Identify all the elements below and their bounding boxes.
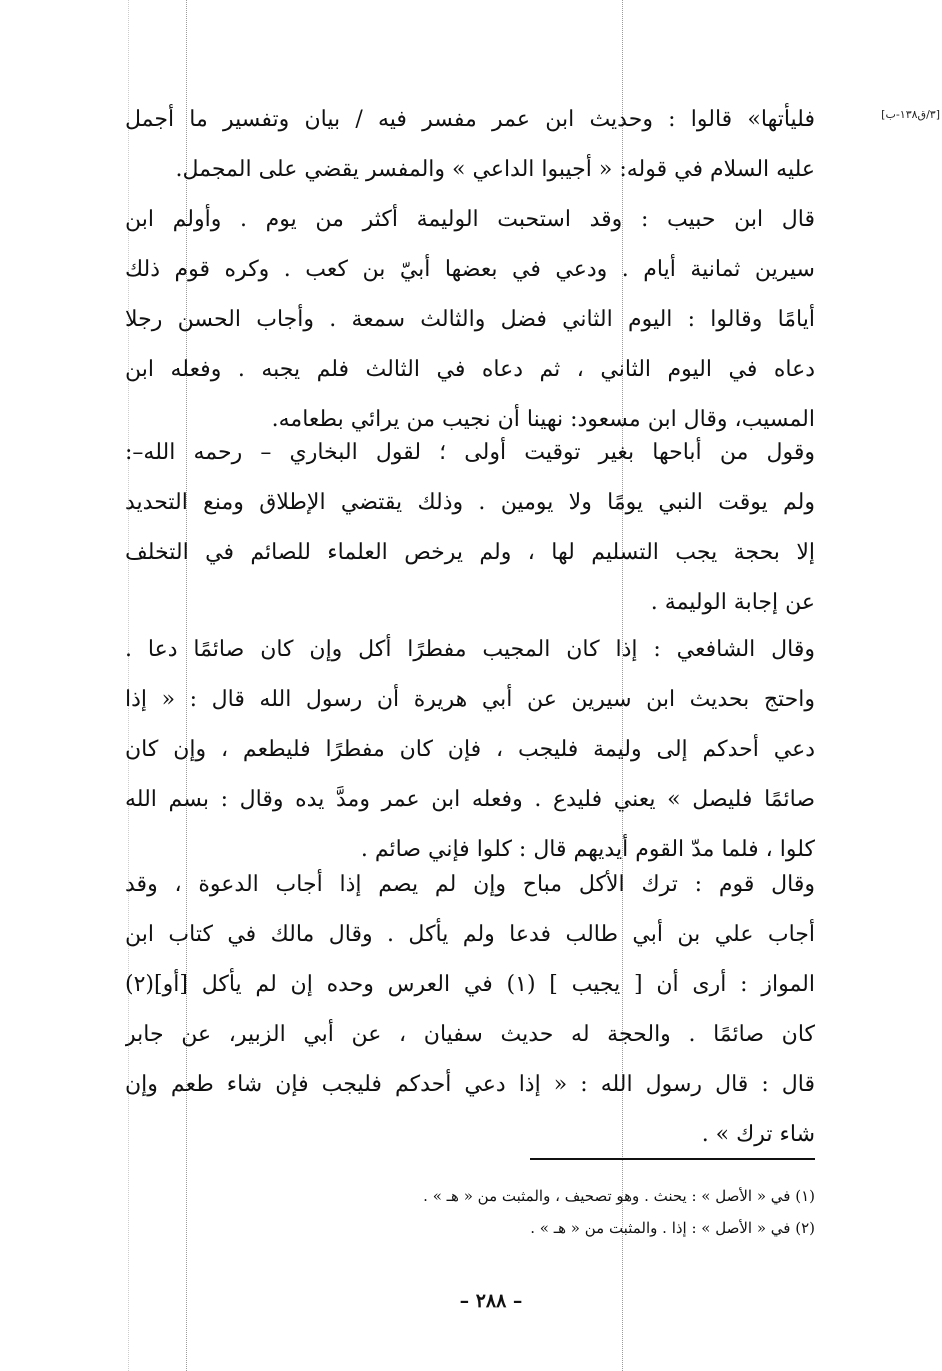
text-line: فليأتها» قالوا : وحديث ابن عمر مفسر فيه / بيان وتفسير ما أجمل (125, 107, 815, 132)
text-line: أيامًا وقالوا : اليوم الثاني فضل والثالث سمعة . وأجاب الحسن رجلا (125, 307, 815, 332)
text-line: صائمًا فليصل » يعني فليدع . وفعله ابن عمر ومدَّ يده وقال : بسم الله (125, 787, 815, 812)
footnotes (240, 1180, 815, 1244)
text-line: المواز : أرى أن [ يجيب ] (١) في العرس وحده إن لم يأكل [أو](٢) (125, 972, 815, 997)
paragraph-4 (125, 625, 815, 875)
text-line: عليه السلام في قوله: « أجيبوا الداعي » والمفسر يقضي على المجمل. (175, 157, 815, 182)
page-number: – ٢٨٨ – (459, 1290, 523, 1312)
text-line: وقول من أباحها بغير توقيت أولى ؛ لقول البخاري – رحمه الله–: (125, 440, 815, 465)
paragraph-3 (125, 428, 815, 628)
manuscript-reference: [٣/ق١٣٨-ب] (881, 108, 940, 121)
paragraph-1 (125, 95, 815, 195)
text-line: عن إجابة الوليمة . (650, 590, 815, 615)
text-line: المسيب، وقال ابن مسعود: نهينا أن نجيب من يرائي بطعامه. (271, 407, 815, 432)
text-line: كلوا ، فلما مدّ القوم أيديهم قال : كلوا فإني صائم . (360, 837, 815, 862)
footnote-2: (٢) في « الأصل » : إذا . والمثبت من « هـ » . (530, 1219, 815, 1237)
paragraph-2 (125, 195, 815, 445)
text-line: واحتج بحديث ابن سيرين عن أبي هريرة أن رسول الله قال : « إذا (125, 687, 815, 712)
text-line: دعي أحدكم إلى وليمة فليجب ، فإن كان مفطرًا فليطعم ، وإن كان (125, 737, 815, 762)
text-line: سيرين ثمانية أيام . ودعي في بعضها أبيّ بن كعب . وكره قوم ذلك (125, 257, 815, 282)
text-line: قال : قال رسول الله : « إذا دعي أحدكم فليجب فإن شاء طعم وإن (125, 1072, 815, 1097)
footnote-1: (١) في « الأصل » : يحنث . وهو تصحيف ، والمثبت من « هـ » . (423, 1187, 815, 1205)
footnote-separator (530, 1158, 815, 1160)
text-line: دعاه في اليوم الثاني ، ثم دعاه في الثالث فلم يجبه . وفعله ابن (125, 357, 815, 382)
paragraph-5 (125, 860, 815, 1160)
text-line: كان صائمًا . والحجة له حديث سفيان ، عن أبي الزبير، عن جابر (125, 1022, 815, 1047)
text-line: وقال قوم : ترك الأكل مباح وإن لم يصم إذا أجاب الدعوة ، وقد (125, 872, 815, 897)
text-line: أجاب علي بن أبي طالب فدعا ولم يأكل . وقال مالك في كتاب ابن (125, 922, 815, 947)
text-line: وقال الشافعي : إذا كان المجيب مفطرًا أكل وإن كان صائمًا دعا . (125, 637, 815, 662)
text-line: قال ابن حبيب : وقد استحبت الوليمة أكثر من يوم . وأولم ابن (125, 207, 815, 232)
text-line: إلا بحجة يجب التسليم لها ، ولم يرخص العلماء للصائم في التخلف (125, 540, 815, 565)
text-line: شاء ترك » . (701, 1122, 815, 1147)
text-line: ولم يوقت النبي يومًا ولا يومين . وذلك يقتضي الإطلاق ومنع التحديد (125, 490, 815, 515)
